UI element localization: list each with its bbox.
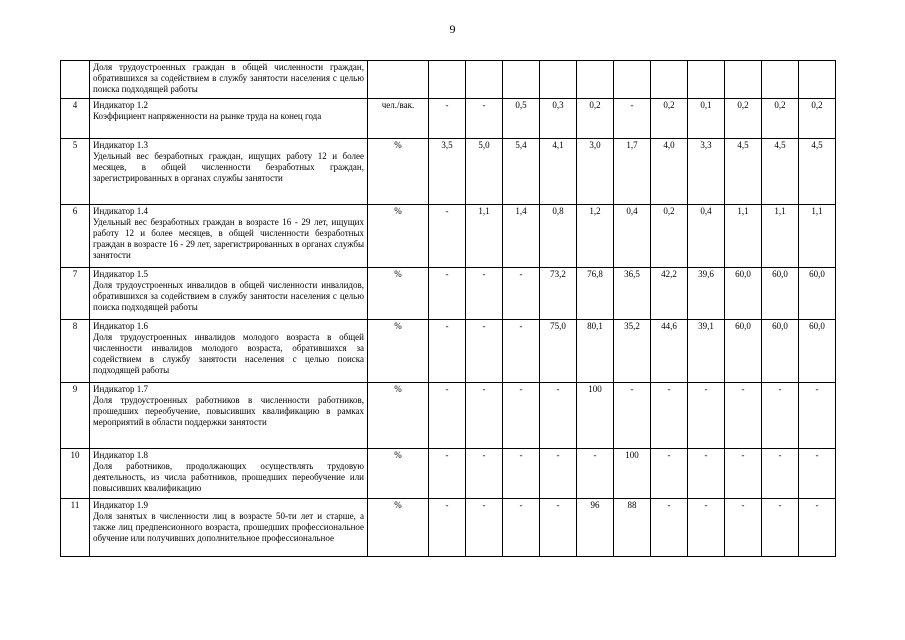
value-cell: - [614,383,651,449]
value-cell: - [799,383,836,449]
indicators-table [60,60,836,557]
value-cell: - [651,383,688,449]
value-cell: - [466,320,503,383]
indicator-title: Индикатор 1.4 [93,206,149,216]
value-cell: - [429,320,466,383]
unit-cell: % [368,268,429,320]
value-cell: - [540,449,577,499]
row-number-cell: 10 [61,449,90,499]
indicator-title: Индикатор 1.7 [93,384,149,394]
indicator-description-cell [90,139,368,205]
indicator-description-cell [90,449,368,499]
unit-cell: % [368,320,429,383]
value-cell: - [725,449,762,499]
value-cell: - [577,449,614,499]
indicator-title: Индикатор 1.6 [93,321,149,331]
value-cell: 5,0 [466,139,503,205]
value-cell [688,61,725,99]
value-cell [614,61,651,99]
value-cell: 1,1 [466,205,503,268]
value-cell: 0,2 [651,99,688,139]
indicator-title: Индикатор 1.2 [93,100,149,110]
table-row [61,99,836,139]
indicator-description-cell [90,383,368,449]
table-row [61,499,836,557]
value-cell: 88 [614,499,651,557]
value-cell: 39,6 [688,268,725,320]
value-cell: 3,3 [688,139,725,205]
value-cell: - [503,383,540,449]
value-cell: 76,8 [577,268,614,320]
row-number-cell: 8 [61,320,90,383]
value-cell: - [799,499,836,557]
indicator-title: Индикатор 1.8 [93,450,149,460]
indicator-title: Индикатор 1.9 [93,500,149,510]
value-cell: 0,2 [762,99,799,139]
value-cell: 73,2 [540,268,577,320]
value-cell: 1,1 [762,205,799,268]
value-cell: - [688,449,725,499]
value-cell: 0,4 [614,205,651,268]
value-cell: 60,0 [725,268,762,320]
value-cell: - [466,99,503,139]
value-cell: 44,6 [651,320,688,383]
value-cell [540,61,577,99]
indicator-description-cell [90,205,368,268]
value-cell: - [466,449,503,499]
row-number-cell: 6 [61,205,90,268]
value-cell: 1,7 [614,139,651,205]
value-cell: - [614,99,651,139]
value-cell: - [429,383,466,449]
value-cell: - [540,499,577,557]
value-cell [577,61,614,99]
value-cell: - [799,449,836,499]
row-number-cell: 4 [61,99,90,139]
value-cell: - [429,99,466,139]
table-row [61,268,836,320]
value-cell: - [503,320,540,383]
value-cell [725,61,762,99]
indicator-description-cell [90,268,368,320]
indicator-text: Удельный вес безработных граждан, ищущих работу 12 и более месяцев, в общей численности безработных граждан, зарегистрированных в органах службы занятости [93,151,364,183]
row-number-cell [61,61,90,99]
value-cell: 60,0 [799,320,836,383]
row-number-cell: 9 [61,383,90,449]
value-cell: 4,5 [725,139,762,205]
value-cell: 1,4 [503,205,540,268]
value-cell: 3,0 [577,139,614,205]
value-cell: 60,0 [762,268,799,320]
value-cell: 4,5 [762,139,799,205]
value-cell: - [651,449,688,499]
indicator-text: Удельный вес безработных граждан в возрасте 16 - 29 лет, ищущих работу 12 и более месяцев, в общей численности безработных граждан в возрасте 16 - 29 лет, зарегистрированных в органах службы занятости [93,217,364,260]
indicator-description-cell [90,320,368,383]
value-cell: 0,2 [651,205,688,268]
value-cell: - [429,449,466,499]
indicator-description-cell [90,99,368,139]
value-cell: 4,0 [651,139,688,205]
value-cell: 36,5 [614,268,651,320]
indicator-text: Доля работников, продолжающих осуществлять трудовую деятельность, из числа работников, прошедших переобучение или повысивших квалификацию [93,461,364,493]
indicator-description-cell [90,61,368,99]
page-number: 9 [449,22,456,36]
value-cell: 0,5 [503,99,540,139]
value-cell: 75,0 [540,320,577,383]
value-cell: 1,2 [577,205,614,268]
indicator-text: Доля трудоустроенных инвалидов молодого возраста в общей численности инвалидов молодого возраста, обратившихся за содействием в службу занятости населения с целью поиска подходящей работы [93,332,364,375]
value-cell: - [762,449,799,499]
value-cell: 0,8 [540,205,577,268]
value-cell: 60,0 [725,320,762,383]
value-cell: - [725,383,762,449]
value-cell: - [688,499,725,557]
value-cell [799,61,836,99]
value-cell: 60,0 [799,268,836,320]
value-cell: 100 [614,449,651,499]
table-row-continuation [61,61,836,99]
value-cell: 0,2 [725,99,762,139]
table-row [61,449,836,499]
value-cell: 35,2 [614,320,651,383]
indicator-title: Индикатор 1.3 [93,140,149,150]
value-cell: 0,2 [577,99,614,139]
table-row [61,320,836,383]
indicator-text: Доля трудоустроенных инвалидов в общей численности инвалидов, обратившихся за содействием в службу занятости населения с целью поиска подходящей работы [93,280,364,312]
indicator-text: Доля занятых в численности лиц в возрасте 50-ти лет и старше, а также лиц предпенсионного возраста, прошедших профессиональное обучение или получивших дополнительное профессиональное [93,511,364,543]
value-cell: - [762,499,799,557]
indicator-text: Коэффициент напряженности на рынке труда на конец года [93,111,322,121]
value-cell: 96 [577,499,614,557]
unit-cell: чел./вак. [368,99,429,139]
unit-cell: % [368,449,429,499]
value-cell: - [725,499,762,557]
value-cell: 5,4 [503,139,540,205]
value-cell: - [466,383,503,449]
indicator-text: Доля трудоустроенных граждан в общей численности граждан, обратившихся за содействием в службу занятости населения с целью поиска подходящей работы [93,62,364,94]
value-cell [466,61,503,99]
value-cell: 42,2 [651,268,688,320]
row-number-cell: 7 [61,268,90,320]
value-cell: - [466,499,503,557]
value-cell: 0,1 [688,99,725,139]
value-cell [651,61,688,99]
value-cell: - [503,449,540,499]
unit-cell: % [368,383,429,449]
row-number-cell: 11 [61,499,90,557]
value-cell: 0,2 [799,99,836,139]
value-cell: 1,1 [799,205,836,268]
value-cell: 4,5 [799,139,836,205]
value-cell: 4,1 [540,139,577,205]
unit-cell: % [368,205,429,268]
value-cell: - [503,268,540,320]
value-cell: - [429,205,466,268]
table-row [61,139,836,205]
value-cell: - [651,499,688,557]
value-cell: 1,1 [725,205,762,268]
unit-cell [368,61,429,99]
value-cell: 0,4 [688,205,725,268]
value-cell: - [540,383,577,449]
value-cell: 80,1 [577,320,614,383]
unit-cell: % [368,139,429,205]
value-cell: - [503,499,540,557]
value-cell: - [429,499,466,557]
value-cell [429,61,466,99]
unit-cell: % [368,499,429,557]
value-cell: - [762,383,799,449]
value-cell: 3,5 [429,139,466,205]
indicator-title: Индикатор 1.5 [93,269,149,279]
value-cell: 100 [577,383,614,449]
value-cell [762,61,799,99]
value-cell: - [429,268,466,320]
value-cell: 39,1 [688,320,725,383]
indicator-description-cell [90,499,368,557]
table-row [61,205,836,268]
value-cell: 0,3 [540,99,577,139]
table-row [61,383,836,449]
row-number-cell: 5 [61,139,90,205]
value-cell [503,61,540,99]
indicator-text: Доля трудоустроенных работников в численности работников, прошедших переобучение, повысивших квалификацию в рамках мероприятий в области поддержки занятости [93,395,364,427]
value-cell: - [466,268,503,320]
value-cell: 60,0 [762,320,799,383]
value-cell: - [688,383,725,449]
